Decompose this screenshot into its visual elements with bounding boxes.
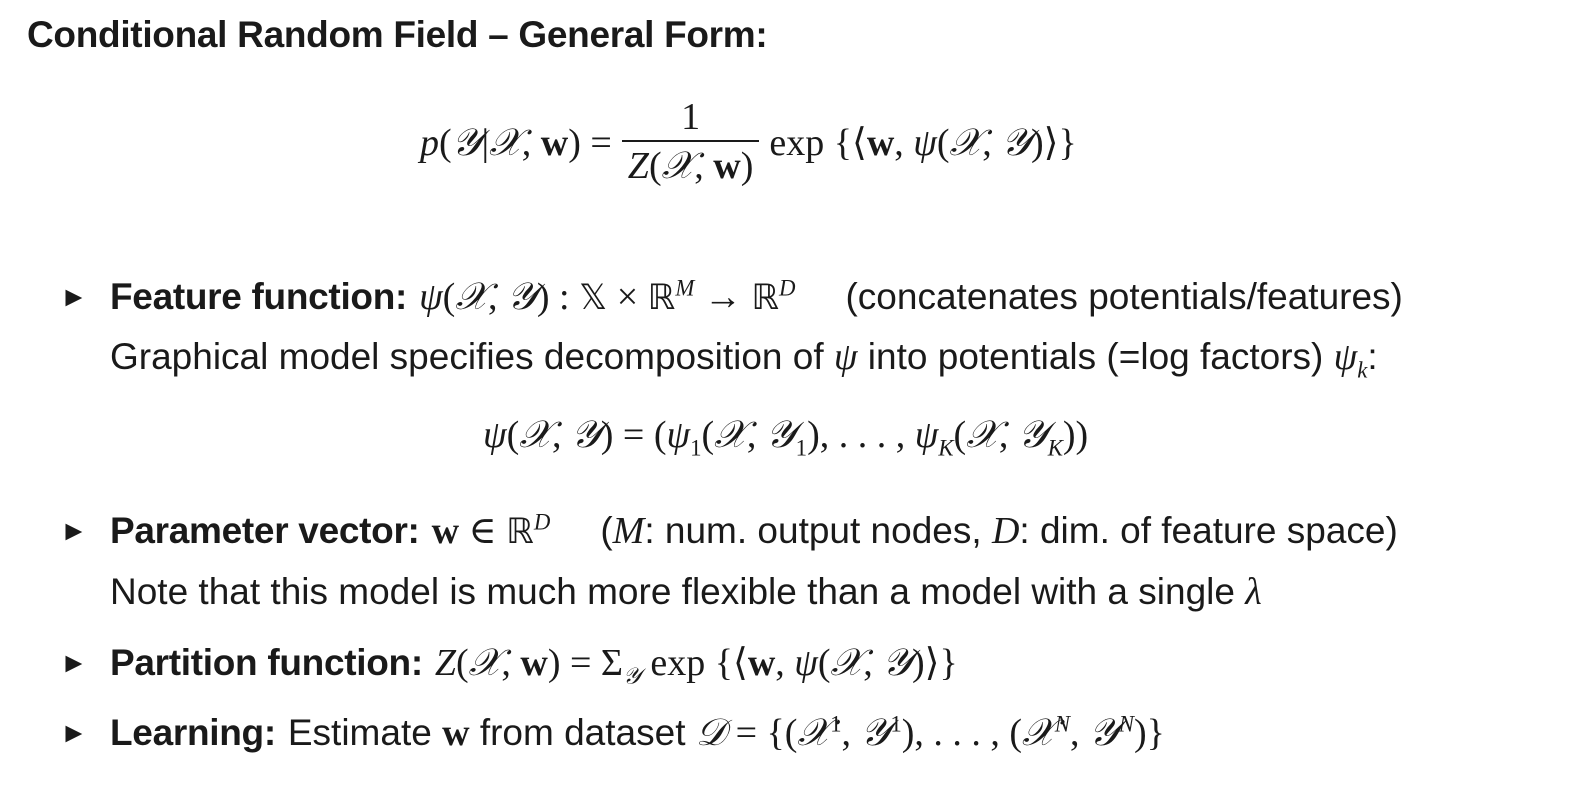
learning-dataset-math: 𝒟 = {(𝒳$^1$, 𝒴$^1$), . . . , (𝒳$^N$, 𝒴$^N$)} [695,710,1165,754]
partition-function-math: Z(𝒳, $w) = \Sigma_𝒴$ exp {⟨w, ψ(𝒳, 𝒴)⟩} [434,640,958,690]
parameter-vector-comment: (M: num. output nodes, D: dim. of feature space) [600,510,1398,552]
bullet-arrow-icon: ► [60,281,88,312]
main-equation-fraction [622,98,760,187]
partition-function-label: Partition function: [110,642,423,683]
learning-text-middle: from dataset [479,712,686,753]
fraction-denominator: Z(𝒳, w) [622,140,760,187]
fraction-numerator: 1 [681,96,701,138]
bullet-arrow-icon: ► [60,717,88,748]
main-equation-rhs: exp {⟨w, ψ(𝒳, 𝒴)⟩} [769,119,1077,164]
bullet-arrow-icon: ► [60,647,88,678]
learning-text-before: Estimate [287,712,432,753]
bullet-learning [60,708,1165,760]
main-equation-lhs: p(𝒴|𝒳, w) = [420,119,612,164]
parameter-vector-label: Parameter vector: [110,510,420,551]
slide-title: Conditional Random Field – General Form: [27,14,768,55]
bullet-parameter-vector [60,507,1398,558]
feature-function-math: ψ(𝒳, 𝒴) : 𝕏 × ℝ$^M$ → ℝ$^D$ [419,274,796,318]
parameter-vector-math: w ∈ ℝ$^D$ [431,509,551,552]
bullet-feature-function [60,272,1403,324]
psi-decomposition-equation: ψ(𝒳, 𝒴) = ($\psi_1(𝒳$, 𝒴$_1$), . . . , $\psi_K(𝒳$, 𝒴$_K$)) [483,412,1089,461]
bullet-partition-function [60,638,958,690]
feature-function-label: Feature function: [110,276,408,317]
feature-function-comment: (concatenates potentials/features) [845,276,1403,317]
learning-w-symbol: w [442,712,470,754]
parameter-vector-note: Note that this model is much more flexible than a model with a single λ [110,571,1262,613]
bullet-arrow-icon: ► [60,515,88,546]
feature-function-note: Graphical model specifies decomposition of ψ into potentials (=log factors) $\psi_k$: [110,336,1378,383]
learning-label: Learning: [110,712,276,753]
main-equation [420,98,1077,187]
